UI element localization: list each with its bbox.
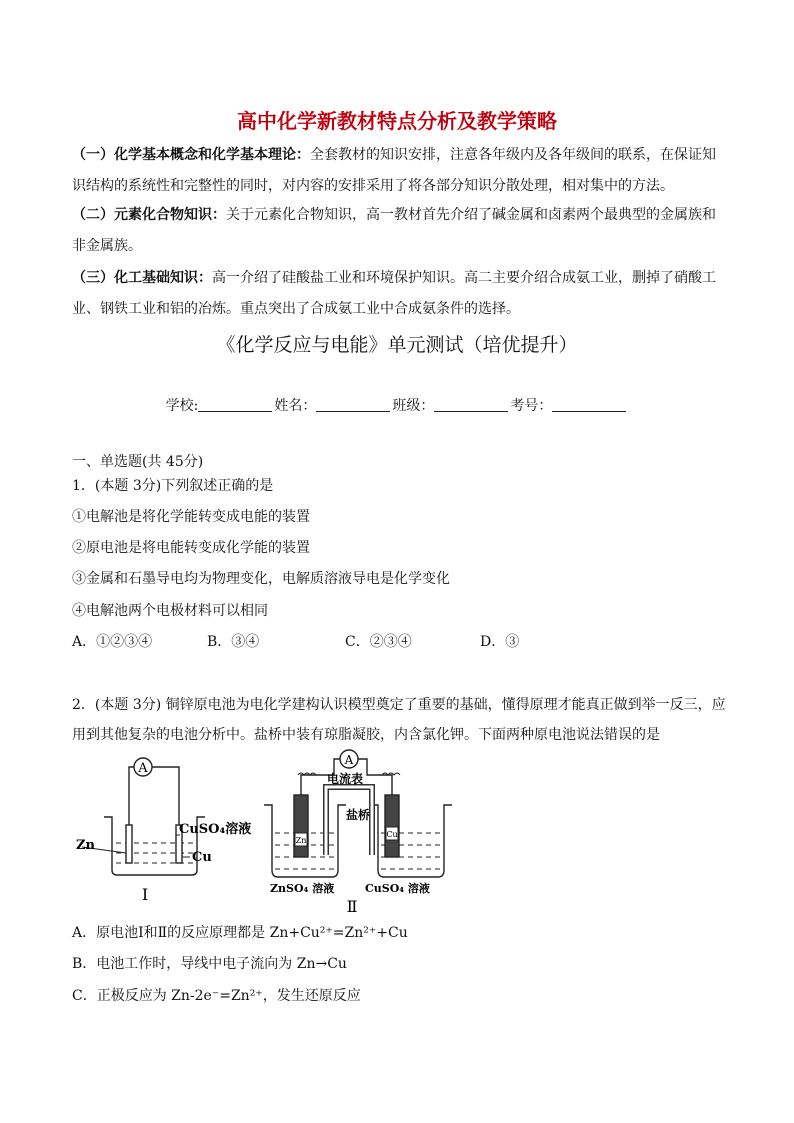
q1-item-3: ③金属和石墨导电均为物理变化，电解质溶液导电是化学变化 — [72, 571, 450, 587]
cell-two-ammeter-symbol: A — [344, 753, 354, 767]
school-label: 学校: — [165, 398, 199, 414]
q1-item-1: ①电解池是将化学能转变成电能的装置 — [72, 509, 310, 525]
q2-option-c[interactable]: C．正极反应为 Zn-2e⁻=Zn²⁺，发生还原反应 — [72, 988, 361, 1004]
q2-option-a[interactable]: A．原电池Ⅰ和Ⅱ的反应原理都是 Zn+Cu²⁺=Zn²⁺+Cu — [72, 925, 408, 941]
cell-one-cuso4-label: CuSO₄溶液 — [179, 822, 252, 837]
q1-item-2: ②原电池是将电能转变成化学能的装置 — [72, 540, 310, 556]
q2-stem-line-2: 用到其他复杂的电池分析中。盐桥中装有琼脂凝胶，内含氯化钾。下面两种原电池说法错误的是 — [72, 727, 660, 743]
cell-one-zn-label: Zn — [76, 838, 95, 853]
number-blank[interactable] — [552, 397, 626, 412]
class-blank[interactable] — [434, 397, 508, 412]
document-title: 高中化学新教材特点分析及教学策略 — [237, 109, 557, 133]
cell-two-roman-label: Ⅱ — [346, 897, 358, 915]
cell-two-left-solution: ZnSO₄ 溶液 — [270, 882, 335, 895]
cell-two-right-solution: CuSO₄ 溶液 — [365, 882, 430, 895]
intro-lead-3: （三）化工基础知识： — [72, 270, 212, 286]
q1-item-4: ④电解池两个电极材料可以相同 — [72, 603, 268, 619]
intro-text-2: 关于元素化合物知识，高一教材首先介绍了碱金属和卤素两个最典型的金属族和非金属族。 — [72, 207, 716, 254]
intro-text-3: 高一介绍了硅酸盐工业和环境保护知识。高二主要介绍合成氨工业，删掉了硝酸工业、钢铁工业和铝的冶炼。重点突出了合成氨工业中合成氨条件的选择。 — [72, 270, 716, 317]
test-title: 《化学反应与电能》单元测试（培优提升） — [216, 334, 578, 356]
galvanic-cells-figure — [72, 745, 452, 915]
q1-option-c[interactable]: C．②③④ — [345, 634, 412, 650]
q2-stem-line-1: 2．(本题 3分) 铜锌原电池为电化学建构认识模型奠定了重要的基础，懂得原理才能真正做到举一反三，应 — [72, 697, 726, 713]
cell-two-zn-tag: Zn — [295, 836, 307, 845]
cell-two-bridge-label: 盐桥 — [346, 808, 371, 822]
cell-one-cu-label: Cu — [192, 850, 212, 865]
q1-option-b[interactable]: B．③④ — [207, 634, 260, 650]
cell-two-cu-tag: Cu — [386, 830, 398, 839]
q1-option-a[interactable]: A．①②③④ — [72, 634, 153, 650]
intro-paragraph-3 — [72, 263, 724, 325]
intro-lead-1: （一）化学基本概念和化学基本理论： — [72, 147, 310, 163]
q1-option-d[interactable]: D．③ — [480, 634, 520, 650]
intro-text-1: 全套教材的知识安排，注意各年级内及各年级间的联系，在保证知识结构的系统性和完整性的同时，对内容的安排采用了将各部分知识分散处理，相对集中的方法。 — [72, 147, 716, 194]
cell-one-roman-label: Ⅰ — [141, 885, 149, 904]
q1-options — [72, 631, 519, 651]
section-heading: 一、单选题(共 45分) — [72, 454, 204, 470]
class-label: 班级： — [392, 398, 435, 414]
intro-lead-2: （二）元素化合物知识： — [72, 207, 226, 223]
intro-paragraph-2 — [72, 200, 724, 262]
name-blank[interactable] — [316, 397, 390, 412]
student-info-line — [0, 395, 794, 415]
q1-stem: 1．(本题 3分)下列叙述正确的是 — [72, 478, 274, 494]
number-label: 考号： — [510, 398, 553, 414]
intro-paragraph-1 — [72, 140, 724, 202]
cell-two-meter-label: 电流表 — [327, 772, 364, 786]
q2-option-b[interactable]: B．电池工作时，导线中电子流向为 Zn→Cu — [72, 956, 347, 972]
cell-one-ammeter-symbol: A — [138, 761, 148, 776]
school-blank[interactable] — [198, 397, 272, 412]
name-label: 姓名： — [274, 398, 317, 414]
